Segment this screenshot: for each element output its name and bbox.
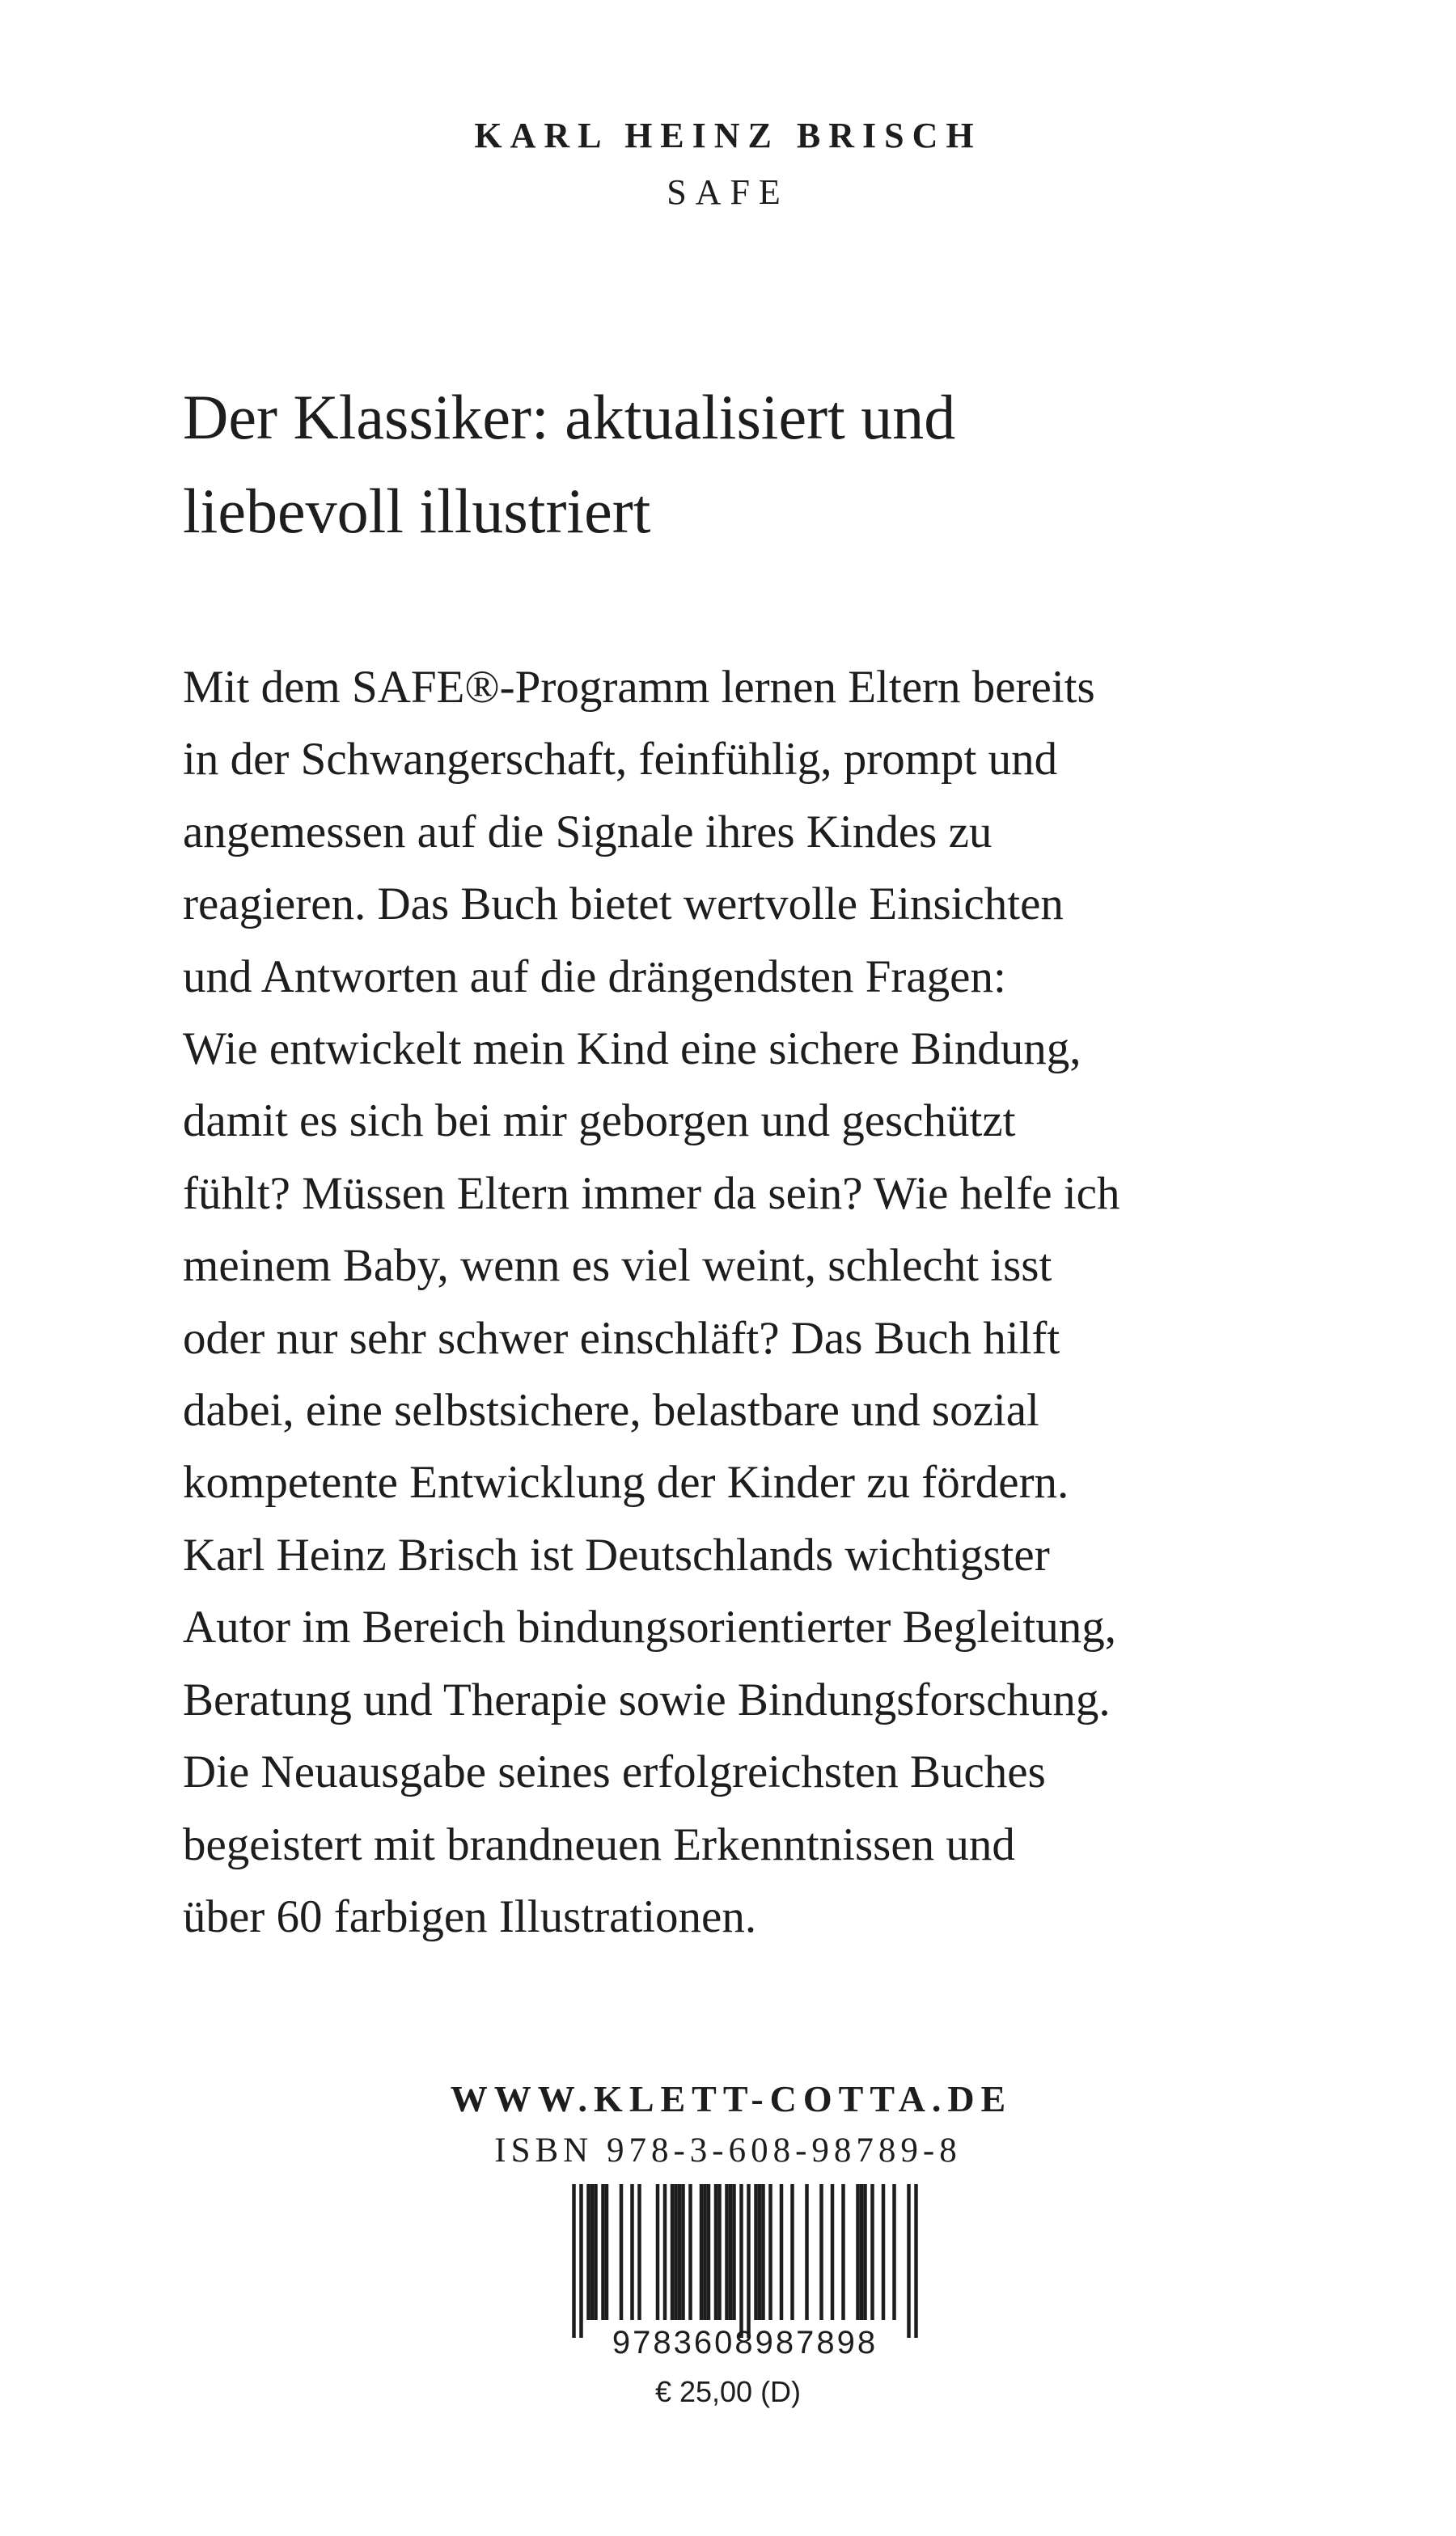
barcode-digits: 9783608987898 <box>612 2325 878 2360</box>
blurb-line: in der Schwangerschaft, feinfühlig, prompt und <box>183 734 1058 785</box>
blurb-line: Beratung und Therapie sowie Bindungsforschung. <box>183 1674 1111 1725</box>
barcode-bar <box>780 2184 784 2320</box>
blurb-line: reagieren. Das Buch bietet wertvolle Einsichten <box>183 878 1064 930</box>
blurb-line: Autor im Bereich bindungsorientierter Begleitung, <box>183 1602 1116 1653</box>
blurb-line: dabei, eine selbstsichere, belastbare und sozial <box>183 1385 1039 1437</box>
barcode-bar <box>907 2184 911 2338</box>
barcode-bar <box>707 2184 711 2320</box>
blurb-line: kompetente Entwicklung der Kinder zu fördern. <box>183 1457 1069 1509</box>
book-header <box>0 115 1456 214</box>
barcode-bar <box>579 2184 583 2338</box>
author-name: KARL HEINZ BRISCH <box>474 116 982 155</box>
barcode-bar <box>732 2184 736 2320</box>
barcode-bar <box>805 2184 809 2320</box>
barcode-bar <box>605 2184 609 2320</box>
barcode-bar <box>841 2184 845 2320</box>
barcode-bar <box>714 2184 718 2320</box>
blurb-line: und Antworten auf die drängendsten Fragen: <box>183 950 1006 1002</box>
barcode-bar <box>863 2184 867 2320</box>
barcode-bar <box>860 2184 864 2320</box>
isbn-number: ISBN 978-3-608-98789-8 <box>494 2132 962 2170</box>
barcode-bar <box>572 2184 576 2338</box>
headline <box>183 370 1315 558</box>
barcode-bar <box>729 2184 733 2320</box>
barcode-bar <box>594 2184 598 2320</box>
barcode-bar <box>674 2184 678 2320</box>
barcode-bar <box>688 2184 692 2320</box>
barcode-bar <box>747 2184 751 2338</box>
barcode-bar <box>637 2184 641 2320</box>
barcode-bar <box>882 2184 886 2320</box>
barcode-bar <box>630 2184 634 2320</box>
barcode-bar <box>671 2184 675 2320</box>
blurb-line: Mit dem SAFE®-Programm lernen Eltern bereits <box>183 662 1095 713</box>
barcode-bar <box>590 2184 595 2320</box>
barcode-bar <box>754 2184 758 2320</box>
barcode-bar <box>586 2184 590 2320</box>
barcode-bar <box>656 2184 660 2320</box>
blurb-line: Wie entwickelt mein Kind eine sichere Bindung, <box>183 1023 1081 1075</box>
barcode-bar <box>678 2184 682 2320</box>
blurb-line: fühlt? Müssen Eltern immer da sein? Wie helfe ich <box>183 1167 1120 1219</box>
headline-line: liebevoll illustriert <box>183 476 651 546</box>
barcode-bar <box>663 2184 667 2320</box>
barcode-bar <box>819 2184 823 2320</box>
barcode-bar <box>601 2184 605 2320</box>
barcode-bar <box>620 2184 624 2320</box>
barcode-bar <box>717 2184 722 2320</box>
barcode-bar <box>758 2184 762 2320</box>
headline-line: Der Klassiker: aktualisiert und <box>183 382 956 452</box>
blurb-line: oder nur sehr schwer einschläft? Das Buch hilft <box>183 1312 1060 1364</box>
barcode-bar <box>739 2184 743 2338</box>
blurb-line: angemessen auf die Signale ihres Kindes zu <box>183 806 993 857</box>
barcode-bar <box>761 2184 765 2320</box>
publisher-website: WWW.KLETT-COTTA.DE <box>450 2078 1013 2119</box>
barcode-bar <box>892 2184 896 2320</box>
blurb-line: Die Neuausgabe seines erfolgreichsten Buches <box>183 1746 1046 1798</box>
barcode <box>548 2184 942 2360</box>
barcode-bar <box>870 2184 874 2320</box>
blurb-line: damit es sich bei mir geborgen und geschützt <box>183 1095 1016 1147</box>
barcode-bar <box>790 2184 794 2320</box>
barcode-bar <box>856 2184 860 2320</box>
barcode-bar <box>831 2184 835 2320</box>
blurb-line: Karl Heinz Brisch ist Deutschlands wichtigster <box>183 1529 1050 1581</box>
barcode-bar <box>703 2184 707 2320</box>
barcode-bar <box>725 2184 729 2320</box>
blurb-line: begeistert mit brandneuen Erkenntnissen und <box>183 1818 1015 1870</box>
blurb-text <box>183 651 1348 1953</box>
barcode-bar <box>681 2184 685 2320</box>
barcode-bar <box>768 2184 772 2320</box>
book-title: SAFE <box>667 172 789 212</box>
barcode-bar <box>700 2184 704 2320</box>
blurb-line: meinem Baby, wenn es viel weint, schlecht isst <box>183 1240 1052 1292</box>
price-label: € 25,00 (D) <box>654 2375 802 2408</box>
barcode-bar <box>914 2184 918 2338</box>
blurb-line: über 60 farbigen Illustrationen. <box>183 1890 757 1942</box>
